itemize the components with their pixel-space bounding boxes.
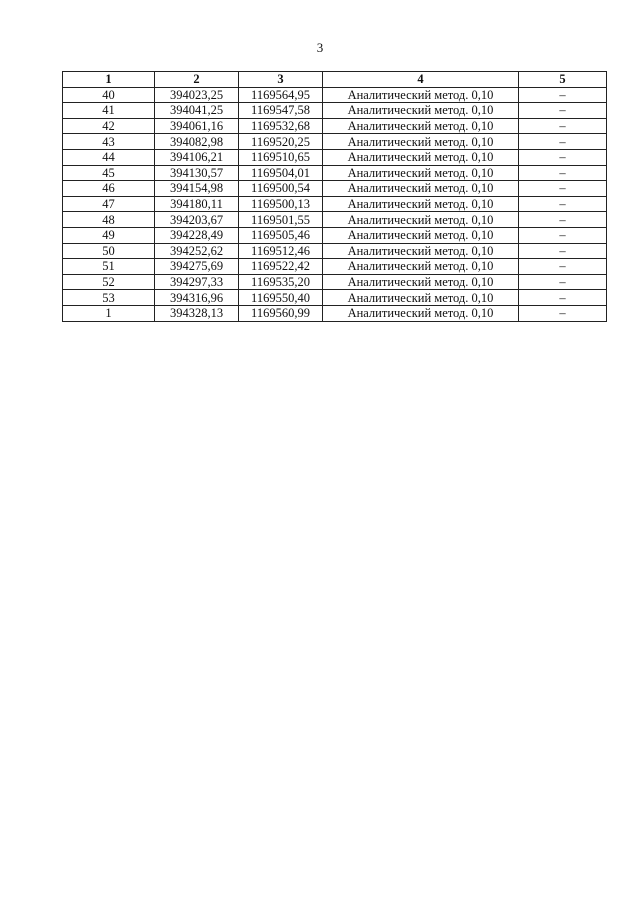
table-cell: Аналитический метод. 0,10 — [323, 305, 519, 321]
table-cell: 394041,25 — [155, 103, 239, 119]
table-row — [63, 196, 607, 212]
table-cell: 394203,67 — [155, 212, 239, 228]
table-cell: Аналитический метод. 0,10 — [323, 274, 519, 290]
table-cell: Аналитический метод. 0,10 — [323, 87, 519, 103]
table-cell: 394061,16 — [155, 118, 239, 134]
table-cell: Аналитический метод. 0,10 — [323, 259, 519, 275]
table-cell: 53 — [63, 290, 155, 306]
table-row — [63, 212, 607, 228]
table-row — [63, 290, 607, 306]
table-cell: – — [519, 243, 607, 259]
table-row — [63, 149, 607, 165]
table-cell: 1 — [63, 305, 155, 321]
table-cell: 52 — [63, 274, 155, 290]
table-cell: Аналитический метод. 0,10 — [323, 212, 519, 228]
table-cell: 45 — [63, 165, 155, 181]
table-cell: 50 — [63, 243, 155, 259]
table-cell: 1169500,54 — [239, 181, 323, 197]
table-row — [63, 87, 607, 103]
table-cell: 1169512,46 — [239, 243, 323, 259]
table-cell: 1169535,20 — [239, 274, 323, 290]
table-cell: 394106,21 — [155, 149, 239, 165]
table-cell: Аналитический метод. 0,10 — [323, 134, 519, 150]
column-header: 1 — [63, 72, 155, 88]
table-cell: – — [519, 290, 607, 306]
table-cell: 1169532,68 — [239, 118, 323, 134]
table-row — [63, 165, 607, 181]
table-cell: 394252,62 — [155, 243, 239, 259]
table-cell: 1169547,58 — [239, 103, 323, 119]
table-cell: 1169550,40 — [239, 290, 323, 306]
column-header: 3 — [239, 72, 323, 88]
table-cell: 394275,69 — [155, 259, 239, 275]
table-cell: – — [519, 103, 607, 119]
table-cell: 1169564,95 — [239, 87, 323, 103]
table-cell: Аналитический метод. 0,10 — [323, 227, 519, 243]
table-cell: 1169522,42 — [239, 259, 323, 275]
table-cell: 1169504,01 — [239, 165, 323, 181]
table-cell: 43 — [63, 134, 155, 150]
table-row — [63, 274, 607, 290]
table-row — [63, 134, 607, 150]
column-header: 5 — [519, 72, 607, 88]
table-cell: 1169505,46 — [239, 227, 323, 243]
table-body — [63, 87, 607, 321]
table-cell: 394023,25 — [155, 87, 239, 103]
page-number: 3 — [316, 40, 324, 55]
table-cell: – — [519, 165, 607, 181]
table-cell: – — [519, 134, 607, 150]
table-cell: – — [519, 305, 607, 321]
column-header: 4 — [323, 72, 519, 88]
table-cell: Аналитический метод. 0,10 — [323, 165, 519, 181]
table-cell: 42 — [63, 118, 155, 134]
table-cell: 46 — [63, 181, 155, 197]
table-cell: 51 — [63, 259, 155, 275]
table-cell: Аналитический метод. 0,10 — [323, 118, 519, 134]
table-cell: 49 — [63, 227, 155, 243]
table-cell: 1169520,25 — [239, 134, 323, 150]
table-cell: 394228,49 — [155, 227, 239, 243]
table-cell: 394154,98 — [155, 181, 239, 197]
table-cell: 394316,96 — [155, 290, 239, 306]
table-cell: 394328,13 — [155, 305, 239, 321]
table-cell: Аналитический метод. 0,10 — [323, 196, 519, 212]
table-cell: – — [519, 149, 607, 165]
table-row — [63, 118, 607, 134]
table-cell: 394130,57 — [155, 165, 239, 181]
table-row — [63, 305, 607, 321]
table-cell: – — [519, 196, 607, 212]
table-cell: – — [519, 212, 607, 228]
table-cell: 394297,33 — [155, 274, 239, 290]
table-cell: 394180,11 — [155, 196, 239, 212]
table-cell: 40 — [63, 87, 155, 103]
table-cell: Аналитический метод. 0,10 — [323, 290, 519, 306]
table-cell: Аналитический метод. 0,10 — [323, 149, 519, 165]
table-cell: – — [519, 181, 607, 197]
table-header-row — [63, 72, 607, 88]
table-cell: 1169500,13 — [239, 196, 323, 212]
table-cell: 394082,98 — [155, 134, 239, 150]
table-cell: 48 — [63, 212, 155, 228]
table-cell: – — [519, 227, 607, 243]
table-cell: Аналитический метод. 0,10 — [323, 103, 519, 119]
table-row — [63, 243, 607, 259]
table-cell: 44 — [63, 149, 155, 165]
table-row — [63, 227, 607, 243]
table-cell: – — [519, 118, 607, 134]
column-header: 2 — [155, 72, 239, 88]
table-cell: 1169510,65 — [239, 149, 323, 165]
table-cell: Аналитический метод. 0,10 — [323, 181, 519, 197]
table-cell: 1169501,55 — [239, 212, 323, 228]
table-cell: 47 — [63, 196, 155, 212]
table-row — [63, 259, 607, 275]
table-cell: – — [519, 87, 607, 103]
table-row — [63, 181, 607, 197]
table-cell: Аналитический метод. 0,10 — [323, 243, 519, 259]
table-cell: – — [519, 259, 607, 275]
table-cell: 1169560,99 — [239, 305, 323, 321]
table-cell: 41 — [63, 103, 155, 119]
table-cell: – — [519, 274, 607, 290]
table-row — [63, 103, 607, 119]
coordinates-table — [62, 71, 607, 322]
